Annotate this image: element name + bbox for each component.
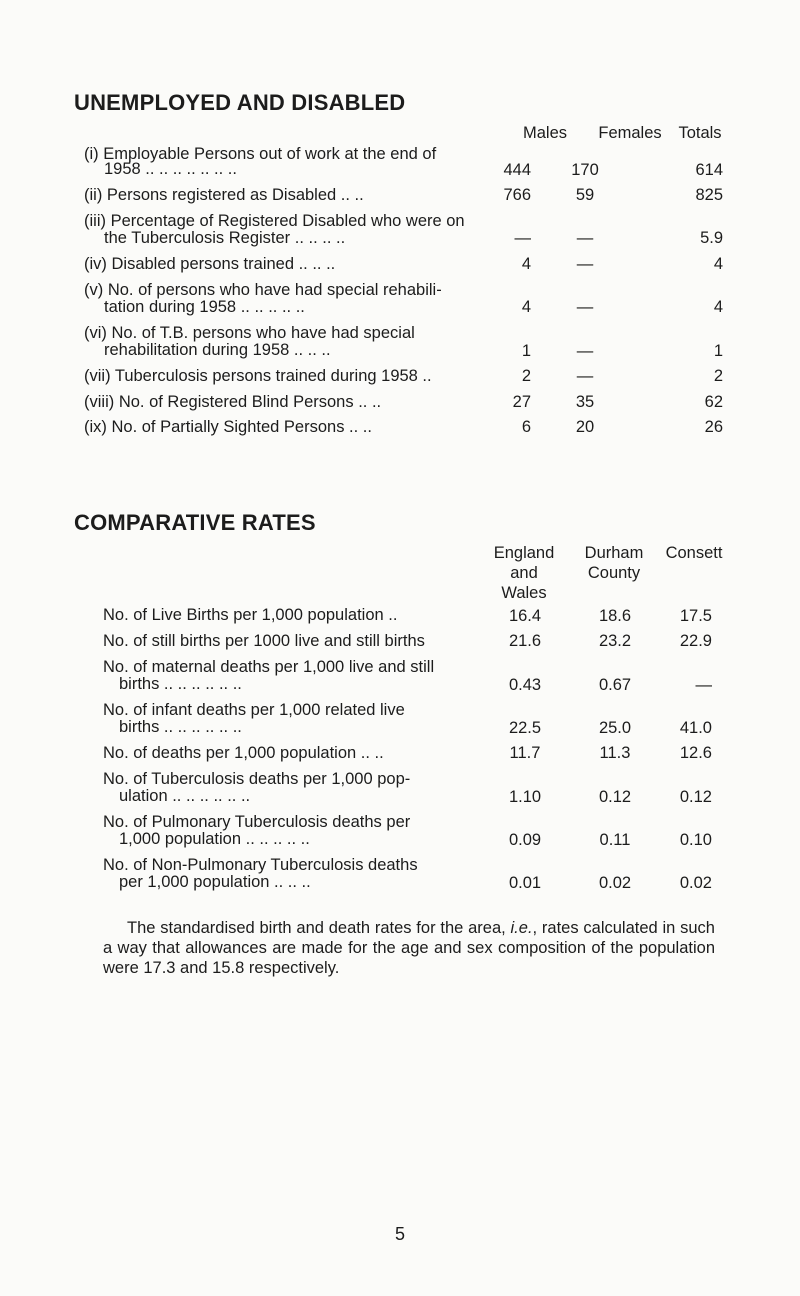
females-value: 20	[575, 418, 595, 436]
durham-county-value: 23.2	[598, 632, 632, 650]
females-value: —	[576, 342, 594, 360]
footnote-paragraph: The standardised birth and death rates for the area, i.e., rates calculated in such a way that allowances are made for the age and sex composition of the population were 17.3 and 15.8 respectively.	[103, 919, 715, 977]
rate-row-label: per 1,000 population .. .. ..	[119, 873, 311, 891]
row-label: (i) Employable Persons out of work at the end of	[84, 145, 437, 163]
totals-value: 4	[713, 298, 723, 316]
row-label: the Tuberculosis Register .. .. .. ..	[104, 229, 346, 247]
section-title-comparative-rates: COMPARATIVE RATES	[74, 510, 316, 535]
page-number: 5	[394, 1224, 405, 1244]
males-value: —	[514, 229, 531, 247]
consett-value: 17.5	[679, 607, 712, 625]
durham-county-value: 0.12	[598, 788, 632, 806]
durham-county-value: 11.3	[599, 744, 631, 762]
females-value: —	[576, 367, 594, 385]
males-value: 6	[521, 418, 531, 436]
england-wales-value: 1.10	[508, 788, 542, 806]
males-value: 4	[521, 255, 531, 273]
rate-row-label: No. of Pulmonary Tuberculosis deaths per	[103, 813, 411, 831]
header-durham-county: Durham County	[584, 544, 644, 582]
consett-value: —	[695, 676, 712, 694]
header-consett: Consett	[665, 544, 723, 562]
row-label: rehabilitation during 1958 .. .. ..	[104, 341, 331, 359]
row-label: (v) No. of persons who have had special rehabili-	[84, 281, 442, 299]
row-label: 1958 .. .. .. .. .. .. ..	[104, 160, 237, 178]
totals-value: 26	[704, 418, 723, 436]
females-value: 35	[575, 393, 595, 411]
males-value: 1	[521, 342, 531, 360]
rate-row-label: No. of still births per 1000 live and still births	[103, 632, 425, 650]
durham-county-value: 0.67	[598, 676, 632, 694]
durham-county-value: 25.0	[598, 719, 632, 737]
row-label: (ii) Persons registered as Disabled .. ..	[84, 186, 364, 204]
row-label: (viii) No. of Registered Blind Persons .. ..	[84, 393, 382, 411]
header-males: Males	[522, 124, 567, 142]
england-wales-value: 22.5	[508, 719, 542, 737]
england-wales-value: 16.4	[508, 607, 542, 625]
row-label: (iv) Disabled persons trained .. .. ..	[84, 255, 336, 273]
males-value: 27	[512, 393, 531, 411]
row-label: (ix) No. of Partially Sighted Persons .. ..	[84, 418, 372, 436]
totals-value: 2	[713, 367, 723, 385]
england-wales-value: 0.09	[508, 831, 542, 849]
males-value: 444	[503, 161, 531, 179]
england-wales-value: 0.43	[508, 676, 542, 694]
rate-row-label: 1,000 population .. .. .. .. ..	[119, 830, 310, 848]
females-value: —	[576, 255, 594, 273]
rate-row-label: No. of Tuberculosis deaths per 1,000 pop-	[103, 770, 411, 788]
totals-value: 4	[713, 255, 723, 273]
rate-row-label: No. of Non-Pulmonary Tuberculosis deaths	[103, 856, 418, 874]
totals-value: 614	[695, 161, 723, 179]
males-value: 4	[521, 298, 531, 316]
consett-value: 22.9	[679, 632, 712, 650]
row-label: (iii) Percentage of Registered Disabled who were on	[84, 212, 465, 230]
rate-row-label: No. of deaths per 1,000 population .. ..	[103, 744, 384, 762]
england-wales-value: 0.01	[508, 874, 542, 892]
rate-row-label: No. of Live Births per 1,000 population ..	[103, 606, 398, 624]
males-value: 766	[503, 186, 531, 204]
section-title-unemployed: UNEMPLOYED AND DISABLED	[74, 90, 406, 115]
rate-row-label: No. of maternal deaths per 1,000 live and still	[103, 658, 435, 676]
row-label: (vii) Tuberculosis persons trained during 1958 ..	[84, 367, 432, 385]
totals-value: 62	[704, 393, 723, 411]
totals-value: 825	[695, 186, 723, 204]
females-value: —	[576, 229, 594, 247]
row-label: tation during 1958 .. .. .. .. ..	[104, 298, 305, 316]
header-totals: Totals	[678, 124, 722, 142]
durham-county-value: 0.11	[599, 831, 631, 849]
females-value: 170	[571, 161, 599, 179]
durham-county-value: 0.02	[598, 874, 632, 892]
consett-value: 0.02	[679, 874, 712, 892]
header-england-wales: England and Wales	[493, 544, 555, 602]
totals-value: 1	[713, 342, 723, 360]
rate-row-label: No. of infant deaths per 1,000 related live	[103, 701, 405, 719]
rate-row-label: births .. .. .. .. .. ..	[119, 675, 242, 693]
females-value: 59	[575, 186, 595, 204]
header-females: Females	[598, 124, 662, 142]
england-wales-value: 11.7	[509, 744, 541, 762]
row-label: (vi) No. of T.B. persons who have had special	[84, 324, 415, 342]
consett-value: 12.6	[679, 744, 712, 762]
durham-county-value: 18.6	[598, 607, 632, 625]
males-value: 2	[521, 367, 531, 385]
consett-value: 0.12	[679, 788, 712, 806]
totals-value: 5.9	[700, 229, 723, 247]
rate-row-label: births .. .. .. .. .. ..	[119, 718, 242, 736]
england-wales-value: 21.6	[508, 632, 542, 650]
consett-value: 41.0	[679, 719, 712, 737]
females-value: —	[576, 298, 594, 316]
consett-value: 0.10	[679, 831, 712, 849]
rate-row-label: ulation .. .. .. .. .. ..	[119, 787, 251, 805]
